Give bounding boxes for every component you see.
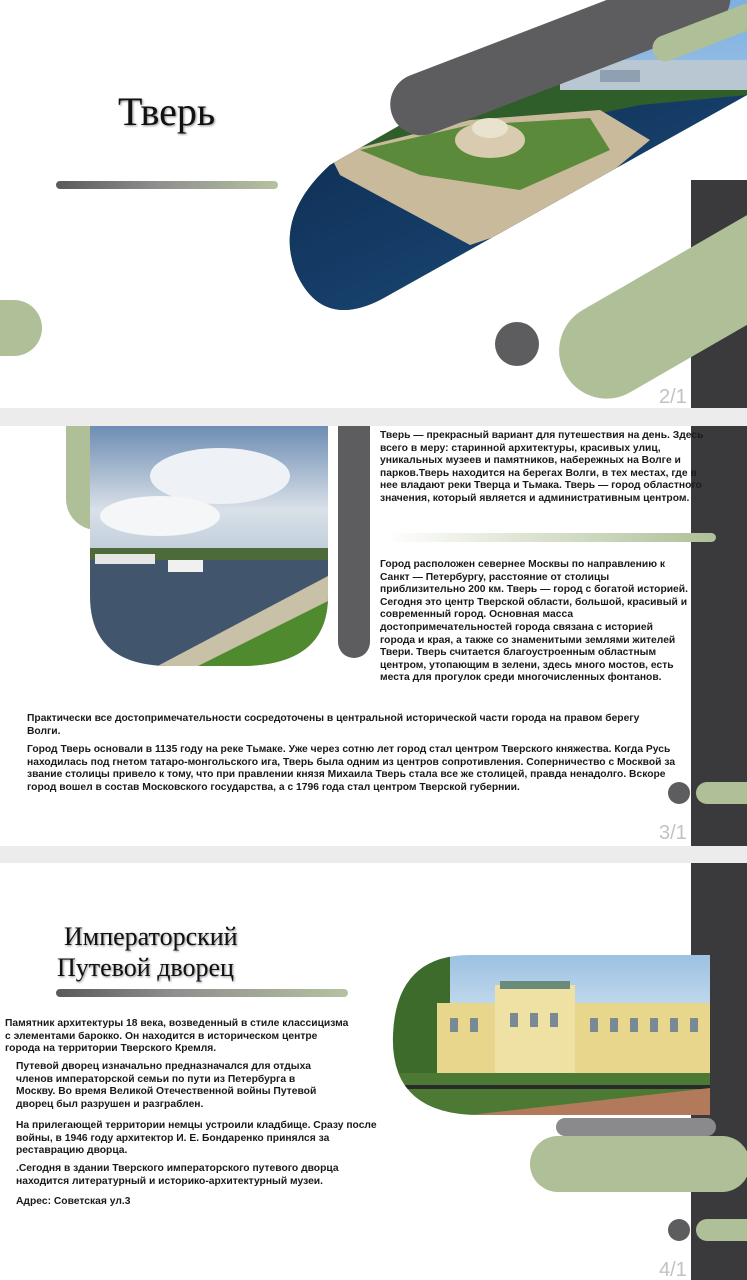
palace-address: Адрес: Советская ул.3 <box>16 1196 131 1207</box>
page-number: 3/1 <box>659 822 687 844</box>
intro-paragraph: Тверь — прекрасный вариант для путешествия на день. Здесь всего в меру: старинной архитектуры, красивых улиц, уникальных музеев и памятников, набережных на Волге и парков.Тверь находится на берегах Волги, в тех местах, где в нее владают реки Тверца и Тьмака. Тверь — город областного значения, который является и административным центром. <box>380 430 704 504</box>
slide-tver-title <box>0 0 747 408</box>
slide1-decor <box>0 0 747 408</box>
slide-tver-description <box>0 426 747 846</box>
page-number: 4/1 <box>659 1259 687 1280</box>
history-paragraph: Город Тверь основали в 1135 году на реке Тьмаке. Уже через сотню лет город стал центром Тверского княжества. Когда Русь находилась под гнетом татаро-монгольского ига, Тверь была одним из центров сопротивления. Соперничество с Москвой за звание столицы привело к тому, что при правлении князя Михаила Тверь стала все же столицей, правда ненадолго. Вскоре город вошел в состав Московского государства, а с 1796 года стал центром Тверской губернии. <box>27 744 676 793</box>
sights-paragraph: Практически все достопримечательности сосредоточены в центральной исторической части города на правом берегу Волги. <box>27 713 640 737</box>
volga-river-photo <box>90 426 330 670</box>
page-number: 2/1 <box>659 386 687 408</box>
palace-para2: Путевой дворец изначально предназначался для отдыха членов императорской семьи по пути из Петербурга в Москву. Во время Великой Отечественной войны Путевой дворец был разрушен и разграблен. <box>16 1061 317 1110</box>
slide-travel-palace <box>0 863 747 1280</box>
page-title: Тверь <box>118 89 216 134</box>
palace-title-line2: Путевой дворец <box>57 953 234 982</box>
palace-title-line1: Императорский <box>64 922 238 951</box>
palace-para1: Памятник архитектуры 18 века, возведенный в стиле классицизма с элементами барокко. Он находится в историческом центре города на территории Тверского Кремля. <box>5 1018 349 1055</box>
palace-para4: .Сегодня в здании Тверского императорского путевого дворца находится литературный и историко-архитектурный музеи. <box>16 1163 339 1187</box>
palace-para3: На прилегающей территории немцы устроили кладбище. Сразу после войны, в 1946 году архитектор И. Е. Бондаренко принялся за реставрацию дворца. <box>16 1120 377 1157</box>
location-paragraph: Город расположен севернее Москвы по направлению к Санкт — Петербургу, расстояние от столицы приблизительно 200 км. Тверь — город с богатой историей. Сегодня это центр Тверской области, большой, красивый и современный город. Основная масса достопримечательностей города связана с историей города и края, а также со знаменитыми землями жителей Твери. Тверь считается благоустроенным областным центром, утопающим в зелени, здесь много мостов, есть места для прогулок среди многочисленных фонтанов. <box>380 559 688 684</box>
travel-palace-photo <box>390 955 720 1118</box>
